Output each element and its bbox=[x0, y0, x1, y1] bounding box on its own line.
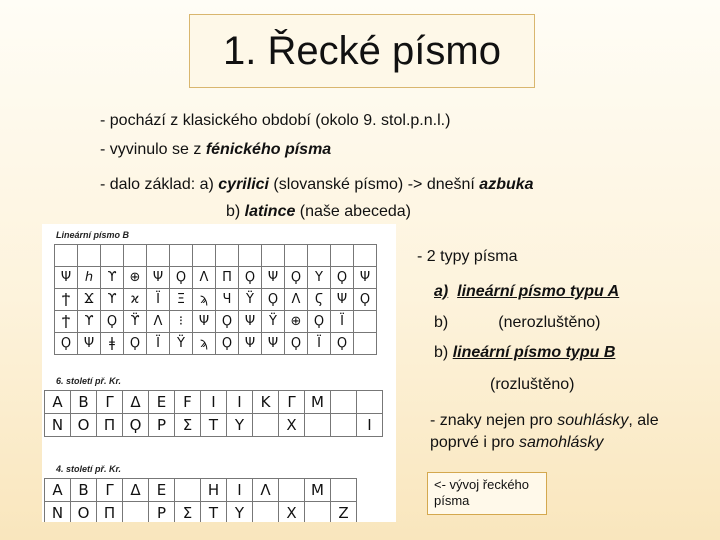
table-row bbox=[55, 311, 377, 333]
table-cell: Ϊ bbox=[331, 311, 354, 333]
table-cell bbox=[175, 479, 201, 502]
bullet-basis bbox=[100, 176, 534, 194]
table-cell: Ο bbox=[71, 502, 97, 523]
table-cell: Ϙ bbox=[239, 267, 262, 289]
bullet-origin: - pochází z klasického období (okolo 9. stol.p.n.l.) bbox=[100, 112, 451, 129]
table-cell: Λ bbox=[285, 289, 308, 311]
table-cell: ϡ bbox=[193, 289, 216, 311]
table-cell: Ν bbox=[45, 502, 71, 523]
linear-a-label: a) bbox=[434, 283, 449, 300]
table-cell: Β bbox=[71, 479, 97, 502]
table-cell: Ρ bbox=[149, 502, 175, 523]
table-cell: Β bbox=[71, 391, 97, 414]
two-types-heading: - 2 typy písma bbox=[417, 248, 518, 265]
table-cell: Χ bbox=[279, 502, 305, 523]
table-cell: Κ bbox=[253, 391, 279, 414]
table-cell bbox=[123, 502, 149, 523]
table-row bbox=[55, 267, 377, 289]
latin-term: latince bbox=[244, 203, 296, 220]
table-cell: ϒ bbox=[78, 311, 101, 333]
table-cell: Σ bbox=[175, 502, 201, 523]
signs-line-2 bbox=[430, 434, 603, 452]
table-cell: Ψ bbox=[78, 333, 101, 355]
table-row bbox=[55, 289, 377, 311]
linear-a-status-label: b) bbox=[434, 314, 449, 331]
table-cell bbox=[279, 479, 305, 502]
sixth-century-caption: 6. století př. Kr. bbox=[56, 376, 122, 386]
table-cell: Α bbox=[45, 391, 71, 414]
slide-title: 1. Řecké písmo bbox=[189, 14, 535, 88]
table-cell bbox=[305, 502, 331, 523]
table-cell: Ο bbox=[71, 414, 97, 437]
table-cell bbox=[331, 245, 354, 267]
table-cell: Λ bbox=[253, 479, 279, 502]
table-cell: Υ bbox=[308, 267, 331, 289]
table-cell bbox=[285, 245, 308, 267]
table-cell: ⁝ bbox=[170, 311, 193, 333]
bullet-evolved bbox=[100, 141, 331, 159]
table-cell: Ζ bbox=[331, 502, 357, 523]
consonants-term: souhlásky bbox=[557, 412, 629, 429]
table-cell bbox=[78, 245, 101, 267]
table-cell bbox=[216, 245, 239, 267]
bullet-latin bbox=[226, 203, 411, 221]
table-cell: Σ bbox=[175, 414, 201, 437]
table-cell: Ϙ bbox=[101, 311, 124, 333]
bullet-evolved-text: - vyvinulo se z bbox=[100, 141, 206, 158]
table-cell: Γ bbox=[279, 391, 305, 414]
table-cell: Α bbox=[45, 479, 71, 502]
table-cell bbox=[262, 245, 285, 267]
table-cell: Χ bbox=[279, 414, 305, 437]
table-cell: Ψ bbox=[239, 333, 262, 355]
table-cell bbox=[124, 245, 147, 267]
table-cell: ϡ bbox=[193, 333, 216, 355]
table-cell: Ψ bbox=[354, 267, 377, 289]
signs-line-1-pre: - znaky nejen pro bbox=[430, 412, 558, 429]
sixth-century-table bbox=[44, 390, 383, 437]
table-cell: ⊕ bbox=[124, 267, 147, 289]
table-row bbox=[55, 333, 377, 355]
table-cell: Υ bbox=[227, 414, 253, 437]
linear-b-label: b) bbox=[434, 344, 449, 361]
table-cell: Ρ bbox=[149, 414, 175, 437]
table-cell: Λ bbox=[147, 311, 170, 333]
table-cell: ǂ bbox=[101, 333, 124, 355]
table-cell: Ϙ bbox=[123, 414, 149, 437]
linear-a-status bbox=[434, 314, 601, 332]
table-cell: Ψ bbox=[193, 311, 216, 333]
table-cell: Ϙ bbox=[170, 267, 193, 289]
table-cell: Ι bbox=[227, 479, 253, 502]
table-cell: Λ bbox=[193, 267, 216, 289]
table-cell: Ι bbox=[227, 391, 253, 414]
table-cell bbox=[239, 245, 262, 267]
linear-b-text: lineární písmo typu B bbox=[452, 344, 616, 361]
table-cell bbox=[331, 414, 357, 437]
table-cell bbox=[354, 333, 377, 355]
table-cell bbox=[253, 414, 279, 437]
table-cell bbox=[357, 391, 383, 414]
table-cell: Ξ bbox=[170, 289, 193, 311]
fourth-century-caption: 4. století př. Kr. bbox=[56, 464, 122, 474]
table-cell: Ψ bbox=[239, 311, 262, 333]
table-cell bbox=[253, 502, 279, 523]
table-cell: Ε bbox=[149, 391, 175, 414]
greek-script-evolution-note: <- vývoj řeckého písma bbox=[427, 472, 547, 515]
table-cell: Ϙ bbox=[285, 267, 308, 289]
table-cell: ϒ bbox=[101, 267, 124, 289]
table-cell: Μ bbox=[305, 479, 331, 502]
table-cell bbox=[55, 245, 78, 267]
signs-line-1 bbox=[430, 412, 659, 430]
table-cell: Ϙ bbox=[262, 289, 285, 311]
phoenician-script-term: fénického písma bbox=[205, 141, 332, 158]
table-cell bbox=[147, 245, 170, 267]
table-cell: ℎ bbox=[78, 267, 101, 289]
table-cell bbox=[308, 245, 331, 267]
table-cell bbox=[305, 414, 331, 437]
table-cell: Ϋ bbox=[239, 289, 262, 311]
table-cell: Π bbox=[216, 267, 239, 289]
table-cell bbox=[354, 245, 377, 267]
table-cell: Ν bbox=[45, 414, 71, 437]
table-cell: Ϙ bbox=[55, 333, 78, 355]
table-cell: Ϛ bbox=[308, 289, 331, 311]
linear-b-table bbox=[54, 244, 377, 355]
linear-b-item bbox=[434, 344, 615, 362]
table-cell: Ι bbox=[357, 414, 383, 437]
table-cell: Υ bbox=[227, 502, 253, 523]
table-cell: Ψ bbox=[262, 333, 285, 355]
table-cell bbox=[170, 245, 193, 267]
table-cell: Ϊ bbox=[147, 289, 170, 311]
table-cell: Π bbox=[97, 414, 123, 437]
table-cell: Ɥ bbox=[216, 289, 239, 311]
table-cell: Γ bbox=[97, 391, 123, 414]
table-cell: Ϙ bbox=[124, 333, 147, 355]
table-cell: Ϋ bbox=[262, 311, 285, 333]
table-cell: Π bbox=[97, 502, 123, 523]
script-tables-image bbox=[42, 224, 396, 522]
table-cell: Ε bbox=[149, 479, 175, 502]
table-cell: Ϙ bbox=[308, 311, 331, 333]
table-cell: Ψ bbox=[331, 289, 354, 311]
linear-a-item bbox=[434, 283, 619, 301]
azbuka-term: azbuka bbox=[479, 176, 534, 193]
table-cell: Ϙ bbox=[216, 333, 239, 355]
table-cell: ϒ bbox=[101, 289, 124, 311]
table-row bbox=[45, 479, 357, 502]
table-cell: Ϯ bbox=[55, 311, 78, 333]
table-cell bbox=[101, 245, 124, 267]
vowels-term: samohlásky bbox=[518, 434, 604, 451]
table-cell bbox=[193, 245, 216, 267]
table-cell bbox=[331, 391, 357, 414]
table-cell: Ψ bbox=[147, 267, 170, 289]
table-cell: ϰ bbox=[124, 289, 147, 311]
linear-b-status: (rozluštěno) bbox=[490, 376, 575, 393]
table-cell: Ϊ bbox=[308, 333, 331, 355]
table-row bbox=[45, 391, 383, 414]
table-cell: Δ bbox=[123, 479, 149, 502]
table-row bbox=[55, 245, 377, 267]
fourth-century-table bbox=[44, 478, 357, 522]
table-cell: Ϙ bbox=[354, 289, 377, 311]
table-cell: Ψ bbox=[262, 267, 285, 289]
table-cell: ϔ bbox=[124, 311, 147, 333]
table-cell: Ϙ bbox=[285, 333, 308, 355]
table-cell: ⊕ bbox=[285, 311, 308, 333]
signs-line-1-mid: , ale bbox=[628, 412, 659, 429]
table-cell: Ψ bbox=[55, 267, 78, 289]
bullet-basis-text: - dalo základ: a) bbox=[100, 176, 219, 193]
table-cell: Γ bbox=[97, 479, 123, 502]
table-cell: Μ bbox=[305, 391, 331, 414]
bullet-basis-mid: (slovanské písmo) -> dnešní bbox=[268, 176, 480, 193]
table-row bbox=[45, 414, 383, 437]
table-cell bbox=[354, 311, 377, 333]
table-cell: Ϊ bbox=[147, 333, 170, 355]
linear-a-text: lineární písmo typu A bbox=[457, 283, 620, 300]
table-row bbox=[45, 502, 357, 523]
table-cell: Ϯ bbox=[55, 289, 78, 311]
table-cell: Ϙ bbox=[216, 311, 239, 333]
table-cell: Ϝ bbox=[175, 391, 201, 414]
table-cell: Τ bbox=[201, 502, 227, 523]
table-cell: Ϋ bbox=[170, 333, 193, 355]
bullet-latin-post: (naše abeceda) bbox=[295, 203, 411, 220]
bullet-latin-label: b) bbox=[226, 203, 245, 220]
table-cell: Ι bbox=[201, 391, 227, 414]
table-cell: Δ bbox=[123, 391, 149, 414]
table-cell bbox=[331, 479, 357, 502]
cyrillic-term: cyrilici bbox=[218, 176, 269, 193]
table-cell: Ϙ bbox=[331, 333, 354, 355]
table-cell: Ϙ bbox=[331, 267, 354, 289]
signs-line-2-pre: poprvé i pro bbox=[430, 434, 519, 451]
linear-a-status-text: (nerozluštěno) bbox=[498, 314, 601, 331]
table-cell: Η bbox=[201, 479, 227, 502]
table-cell: Ϫ bbox=[78, 289, 101, 311]
table-cell: Τ bbox=[201, 414, 227, 437]
linear-b-caption: Lineární písmo B bbox=[56, 230, 130, 240]
